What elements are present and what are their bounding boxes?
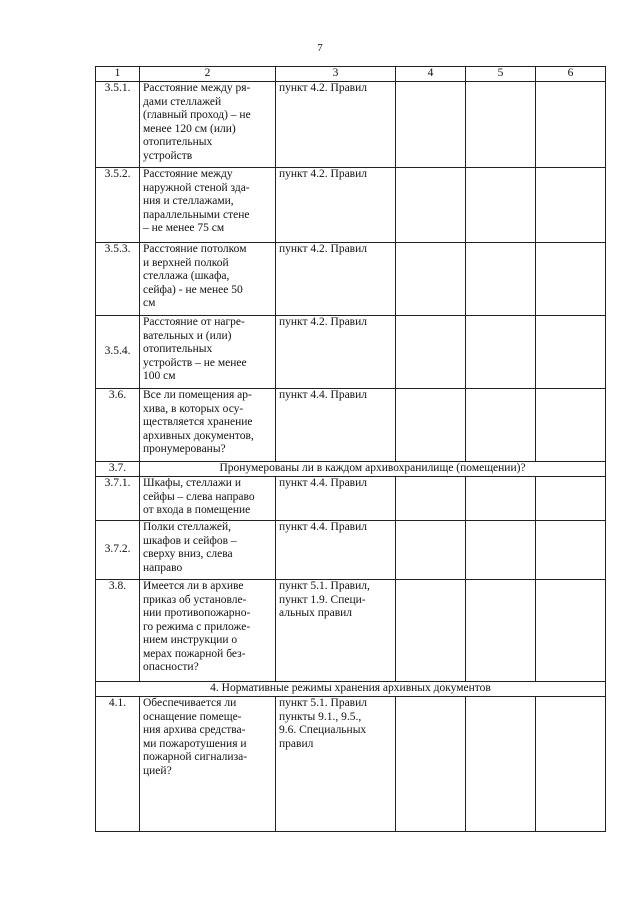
empty-cell [396,580,466,682]
reference-text: пункт 4.2. Правил [279,168,368,180]
table-row [96,316,606,389]
empty-cell [396,477,466,521]
column-header: 6 [536,67,606,82]
row-number: 3.7. [96,462,140,477]
table-row [96,697,606,832]
empty-cell [396,697,466,832]
reference-text: пункт 4.4. Правил [279,389,368,401]
reference-cell [276,477,396,521]
row-number: 3.5.3. [96,243,140,316]
table-row [96,168,606,243]
empty-cell [466,316,536,389]
question-cell [140,521,276,580]
empty-cell [536,243,606,316]
empty-cell [396,243,466,316]
reference-cell [276,389,396,462]
empty-cell [536,697,606,832]
reference-text: пункт 4.4. Правил [279,477,368,489]
column-header: 5 [466,67,536,82]
question-cell [140,477,276,521]
reference-text: пункт 4.2. Правил [279,82,368,94]
empty-cell [536,580,606,682]
reference-text: пункт 5.1. Правил, пункт 1.9. Специ- альных правил [279,580,370,619]
reference-text: пункт 4.4. Правил [279,521,368,533]
merged-question-cell: Пронумерованы ли в каждом архивохранилище (помещении)? [140,462,606,477]
question-cell [140,243,276,316]
question-cell [140,580,276,682]
reference-cell [276,697,396,832]
question-cell [140,168,276,243]
reference-text: пункт 5.1. Правил пункты 9.1., 9.5., 9.6. Специальных правил [279,697,368,750]
empty-cell [466,168,536,243]
reference-cell [276,82,396,168]
empty-cell [466,697,536,832]
question-text: Обеспечивается ли оснащение помеще- ния архива средства- ми пожаротушения и пожарной сигнализа- цией? [143,697,248,777]
question-text: Расстояние между ря- дами стеллажей (главный проход) – не менее 120 см (или) отопительных устройств [143,82,251,162]
question-cell [140,697,276,832]
question-text: Расстояние между наружной стеной зда- ния и стеллажами, параллельными стене – не менее 75 см [143,168,250,234]
reference-cell [276,243,396,316]
empty-cell [396,82,466,168]
page-number: 7 [317,42,323,54]
question-text: Шкафы, стеллажи и сейфы – слева направо от входа в помещение [143,477,255,516]
table-row [96,82,606,168]
row-number: 4.1. [96,697,140,832]
reference-text: пункт 4.2. Правил [279,316,368,328]
reference-cell [276,521,396,580]
empty-cell [466,580,536,682]
empty-cell [396,389,466,462]
empty-cell [536,168,606,243]
section-row [96,682,606,697]
empty-cell [536,316,606,389]
empty-cell [466,389,536,462]
question-text: Расстояние потолком и верхней полкой стеллажа (шкафа, сейфа) - не менее 50 см [143,243,247,309]
table-header-row [96,67,606,82]
row-number: 3.7.2. [96,521,140,580]
empty-cell [536,521,606,580]
row-number: 3.5.4. [96,316,140,389]
row-number: 3.5.1. [96,82,140,168]
table-row [96,243,606,316]
column-header: 2 [140,67,276,82]
row-number: 3.8. [96,580,140,682]
table-row [96,477,606,521]
empty-cell [466,477,536,521]
table-row [96,521,606,580]
question-text: Все ли помещения ар- хива, в которых осу- ществляется хранение архивных документов, пронумерованы? [143,389,254,455]
reference-cell [276,316,396,389]
question-cell [140,316,276,389]
row-number: 3.5.2. [96,168,140,243]
question-text: Расстояние от нагре- вательных и (или) отопительных устройств – не менее 100 см [143,316,247,382]
section-heading: 4. Нормативные режимы хранения архивных документов [96,682,606,697]
reference-cell [276,580,396,682]
question-text: Имеется ли в архиве приказ об установле- нии противопожарно- го режима с приложе- нием инструкции о мерах пожарной без- опасности? [143,580,251,673]
row-number: 3.6. [96,389,140,462]
question-cell [140,82,276,168]
empty-cell [536,389,606,462]
empty-cell [536,477,606,521]
empty-cell [466,243,536,316]
empty-cell [396,521,466,580]
empty-cell [396,316,466,389]
table-row [96,462,606,477]
column-header: 4 [396,67,466,82]
reference-text: пункт 4.2. Правил [279,243,368,255]
table-row [96,389,606,462]
row-number: 3.7.1. [96,477,140,521]
empty-cell [466,521,536,580]
empty-cell [396,168,466,243]
empty-cell [536,82,606,168]
checklist-table [95,66,606,832]
table-row [96,580,606,682]
question-text: Полки стеллажей, шкафов и сейфов – сверху вниз, слева направо [143,521,237,574]
empty-cell [466,82,536,168]
column-header: 3 [276,67,396,82]
column-header: 1 [96,67,140,82]
reference-cell [276,168,396,243]
question-cell [140,389,276,462]
